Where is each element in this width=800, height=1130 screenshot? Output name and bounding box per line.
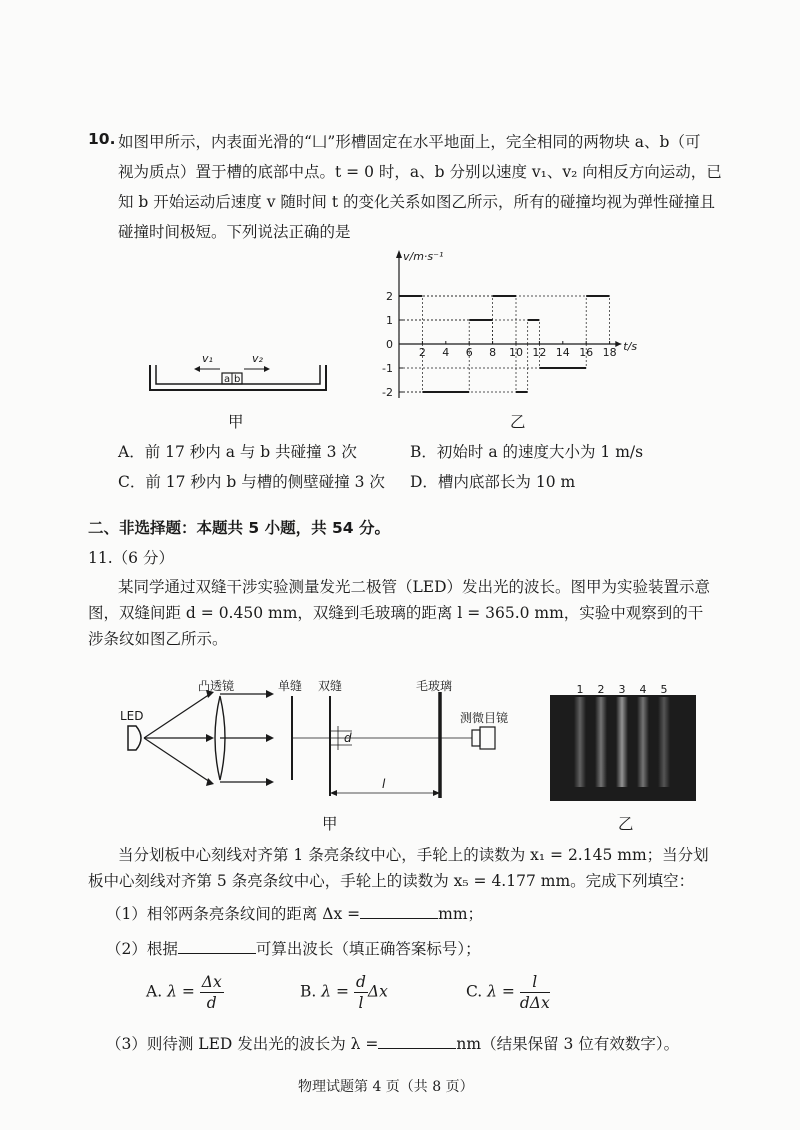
x-tick-label: 18	[602, 346, 617, 359]
sub1-suffix: mm；	[438, 905, 484, 923]
x-axis-label: t/s	[623, 340, 638, 353]
v1-label: v₁	[202, 352, 213, 365]
opt-c-lhs: λ =	[487, 982, 515, 1001]
y-axis-arrow	[396, 250, 402, 258]
page-footer: 物理试题第 4 页（共 8 页）	[298, 1079, 474, 1095]
q10-option-c: C．前 17 秒内 b 与槽的侧壁碰撞 3 次	[118, 473, 385, 491]
q11-sub1	[106, 902, 483, 924]
opt-b-label: B.	[300, 982, 317, 1001]
sub3-suffix: nm（结果保留 3 位有效数字）。	[456, 1035, 680, 1053]
led-icon	[128, 726, 141, 750]
opt-a-lhs: λ =	[167, 982, 195, 1001]
x-tick-label: 6	[465, 346, 473, 359]
sub3-blank[interactable]	[378, 1034, 456, 1049]
fringe-number: 5	[660, 683, 668, 696]
y-axis-label: v/m·s⁻¹	[403, 250, 444, 263]
q10-stem-line4: 碰撞时间极短。下列说法正确的是	[118, 223, 351, 241]
q10-fig-yi-caption: 乙	[510, 413, 526, 431]
fringe-number: 1	[576, 683, 584, 696]
q11-sub3	[106, 1032, 679, 1054]
trough-diagram	[148, 345, 328, 395]
q10-stem-line3: 知 b 开始运动后速度 v 随时间 t 的变化关系如图乙所示，所有的碰撞均视为弹性碰撞且	[118, 193, 715, 211]
opt-b-fraction: $\frac{d}{l}$	[355, 973, 366, 1012]
opt-b-tail: Δx	[367, 982, 388, 1001]
opt-a-fraction: $\frac{\Delta x}{d}$	[201, 973, 222, 1012]
x-tick-label: 14	[555, 346, 570, 359]
vt-chart	[355, 248, 645, 408]
y-tick-label: 0	[386, 338, 393, 351]
lens-label: 凸透镜	[198, 679, 235, 693]
double-slit-label: 双缝	[318, 679, 343, 693]
opt-c-label: C.	[466, 982, 483, 1001]
x-tick-label: 2	[418, 346, 426, 359]
q11-number: 11.（6 分）	[88, 549, 174, 567]
fringe-number: 3	[618, 683, 626, 696]
sub2-blank[interactable]	[178, 939, 256, 954]
sub3-prefix: （3）则待测 LED 发出光的波长为 λ =	[106, 1035, 379, 1053]
q10-option-b: B．初始时 a 的速度大小为 1 m/s	[410, 443, 644, 461]
v2-label: v₂	[252, 352, 263, 365]
opt-b-lhs: λ =	[321, 982, 350, 1001]
opt-c-fraction: $\frac{l}{\text{dΔx}}$	[519, 973, 550, 1012]
x-tick-label: 16	[579, 346, 594, 359]
eyepiece-label: 测微目镜	[460, 711, 509, 725]
q11-option-a	[146, 972, 224, 1013]
q10-fig-jia-caption: 甲	[228, 413, 244, 431]
eyepiece-icon	[472, 730, 480, 746]
q10-option-d: D．槽内底部长为 10 m	[410, 473, 576, 491]
q11-para2: 当分划板中心刻线对齐第 1 条亮条纹中心，手轮上的读数为 x₁ = 2.145 mm；当分划板中心刻线对齐第 5 条亮条纹中心，手轮上的读数为 x₅ = 4.177 mm。完成下列填空：	[88, 846, 709, 890]
q11-para1: 某同学通过双缝干涉实验测量发光二极管（LED）发出光的波长。图甲为实验装置示意图，双缝间距 d = 0.450 mm，双缝到毛玻璃的距离 l = 365.0 mm，实验中观察到的干涉条纹如图乙所示。	[88, 578, 711, 648]
x-tick-label: 4	[442, 346, 450, 359]
x-tick-label: 10	[509, 346, 523, 359]
q11-option-c	[466, 972, 550, 1013]
fringe-number: 4	[639, 683, 647, 696]
x-tick-label: 8	[489, 346, 497, 359]
block-a-label: a	[224, 374, 231, 385]
sub2-suffix: 可算出波长（填正确答案标号）；	[255, 940, 481, 958]
fringe-number: 2	[597, 683, 605, 696]
led-label: LED	[120, 709, 144, 723]
opt-a-label: A.	[146, 982, 163, 1001]
q10-option-a: A．前 17 秒内 a 与 b 共碰撞 3 次	[118, 443, 357, 461]
y-tick-label: 1	[386, 314, 393, 327]
q10-stem-line2: 视为质点）置于槽的底部中点。t = 0 时，a、b 分别以速度 v₁、v₂ 向相反方向运动，已	[118, 163, 722, 181]
q10-number: 10.	[88, 130, 116, 148]
fringe-photo	[550, 683, 696, 801]
y-tick-label: -2	[382, 386, 393, 399]
l-label: l	[382, 777, 386, 791]
d-label: d	[344, 731, 352, 745]
q11-fig-yi-caption: 乙	[618, 815, 634, 833]
glass-label: 毛玻璃	[416, 679, 453, 693]
section2-heading: 二、非选择题：本题共 5 小题，共 54 分。	[88, 519, 390, 537]
q10-stem-line1: 如图甲所示，内表面光滑的“凵”形槽固定在水平地面上，完全相同的两物块 a、b（可	[118, 133, 701, 151]
q11-sub2	[106, 937, 481, 959]
block-b-label: b	[234, 374, 241, 385]
y-tick-label: -1	[382, 362, 393, 375]
y-tick-label: 2	[386, 290, 393, 303]
single-slit-label: 单缝	[278, 679, 303, 693]
sub1-blank[interactable]	[360, 904, 438, 919]
q11-fig-jia-caption: 甲	[322, 815, 338, 833]
sub2-prefix: （2）根据	[106, 940, 178, 958]
apparatus-diagram	[120, 676, 510, 806]
q11-option-b	[300, 972, 388, 1013]
x-tick-label: 12	[532, 346, 547, 359]
sub1-prefix: （1）相邻两条亮条纹间的距离 Δx =	[106, 905, 361, 923]
